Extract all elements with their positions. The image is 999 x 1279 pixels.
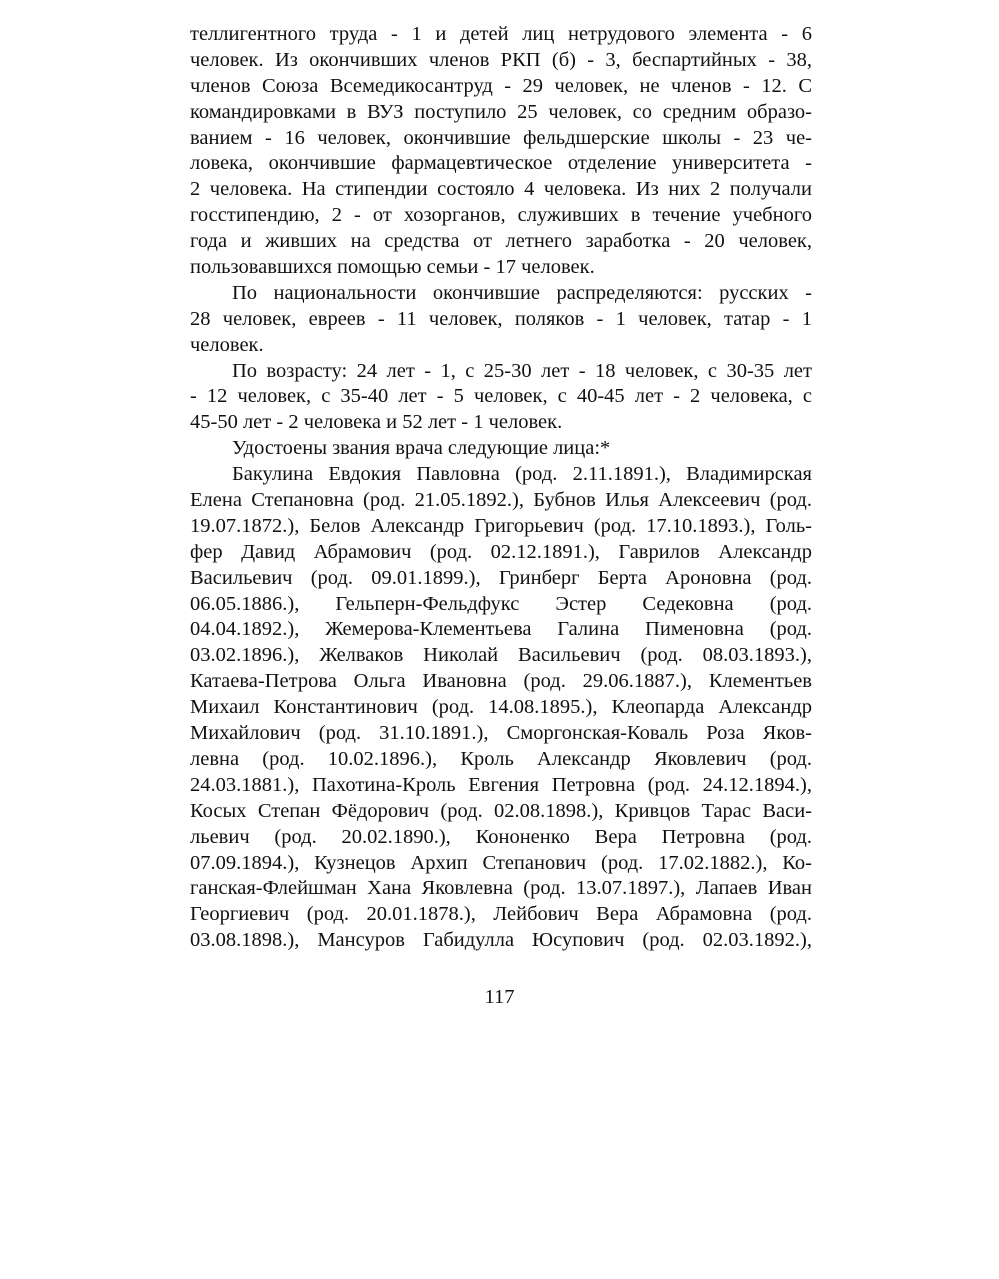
text-line: фер Давид Абрамович (род. 02.12.1891.), Гаврилов Александр (190, 540, 812, 563)
text-line: ванием - 16 человек, окончившие фельдшерские школы - 23 че- (190, 126, 812, 149)
text-line: человек. (190, 333, 264, 356)
text-line: года и живших на средства от летнего заработка - 20 человек, (190, 230, 812, 253)
text-line: 45-50 лет - 2 человека и 52 лет - 1 человек. (190, 411, 563, 434)
text-line: По национальности окончившие распределяются: русских - (232, 281, 812, 304)
text-line: Васильевич (род. 09.01.1899.), Гринберг Берта Ароновна (род. (190, 566, 812, 589)
text-line: командировками в ВУЗ поступило 25 человек, со средним образо- (190, 100, 812, 123)
paragraph-2 (190, 281, 812, 359)
text-line: Елена Степановна (род. 21.05.1892.), Бубнов Илья Алексеевич (род. (190, 489, 812, 512)
text-line: По возрасту: 24 лет - 1, с 25-30 лет - 18 человек, с 30-35 лет (232, 359, 812, 382)
text-line: человек. Из окончивших членов РКП (б) - 3, беспартийных - 38, (190, 48, 812, 71)
text-line: 24.03.1881.), Пахотина-Кроль Евгения Петровна (род. 24.12.1894.), (190, 773, 812, 796)
text-line: левна (род. 10.02.1896.), Кроль Александр Яковлевич (род. (190, 747, 812, 770)
text-line: Бакулина Евдокия Павловна (род. 2.11.1891.), Владимирская (232, 463, 812, 486)
text-line: пользовавшихся помощью семьи - 17 человек. (190, 256, 595, 279)
text-line: Удостоены звания врача следующие лица:* (232, 437, 611, 460)
text-line: Михаил Константинович (род. 14.08.1895.), Клеопарда Александр (190, 696, 812, 719)
text-line: ганская-Флейшман Хана Яковлевна (род. 13.07.1897.), Лапаев Иван (190, 877, 812, 900)
text-line: 04.04.1892.), Жемерова-Клементьева Галина Пименовна (род. (190, 618, 812, 641)
paragraph-1 (190, 22, 812, 281)
paragraph-5 (190, 462, 812, 954)
text-line: ловека, окончившие фармацевтическое отделение университета - (190, 152, 812, 175)
text-line: 03.02.1896.), Желваков Николай Васильевич (род. 08.03.1893.), (190, 644, 812, 667)
paragraph-4 (190, 436, 812, 462)
text-line: - 12 человек, с 35-40 лет - 5 человек, с 40-45 лет - 2 человека, с (190, 385, 812, 408)
paragraph-3 (190, 359, 812, 437)
text-line: 03.08.1898.), Мансуров Габидулла Юсупович (род. 02.03.1892.), (190, 929, 812, 952)
text-line: 19.07.1872.), Белов Александр Григорьевич (род. 17.10.1893.), Голь- (190, 514, 812, 537)
text-line: 06.05.1886.), Гельперн-Фельдфукс Эстер Седековна (род. (190, 592, 812, 615)
text-line: Михайлович (род. 31.10.1891.), Сморгонская-Коваль Роза Яков- (190, 722, 812, 745)
text-line: 07.09.1894.), Кузнецов Архип Степанович (род. 17.02.1882.), Ко- (190, 851, 812, 874)
text-line: Георгиевич (род. 20.01.1878.), Лейбович Вера Абрамовна (род. (190, 903, 812, 926)
page-body (190, 22, 812, 954)
text-line: 28 человек, евреев - 11 человек, поляков - 1 человек, татар - 1 (190, 307, 812, 330)
text-line: Катаева-Петрова Ольга Ивановна (род. 29.06.1887.), Клементьев (190, 670, 812, 693)
text-line: льевич (род. 20.02.1890.), Кононенко Вера Петровна (род. (190, 825, 812, 848)
page-number: 117 (484, 986, 515, 1008)
text-line: 2 человека. На стипендии состояло 4 человека. Из них 2 получали (190, 178, 812, 201)
text-line: Косых Степан Фёдорович (род. 02.08.1898.), Кривцов Тарас Васи- (190, 799, 812, 822)
text-line: теллигентного труда - 1 и детей лиц нетрудового элемента - 6 (190, 23, 812, 45)
text-line: членов Союза Всемедикосантруд - 29 человек, не членов - 12. С (190, 74, 812, 97)
text-line: госстипендию, 2 - от хозорганов, служивших в течение учебного (190, 204, 812, 227)
